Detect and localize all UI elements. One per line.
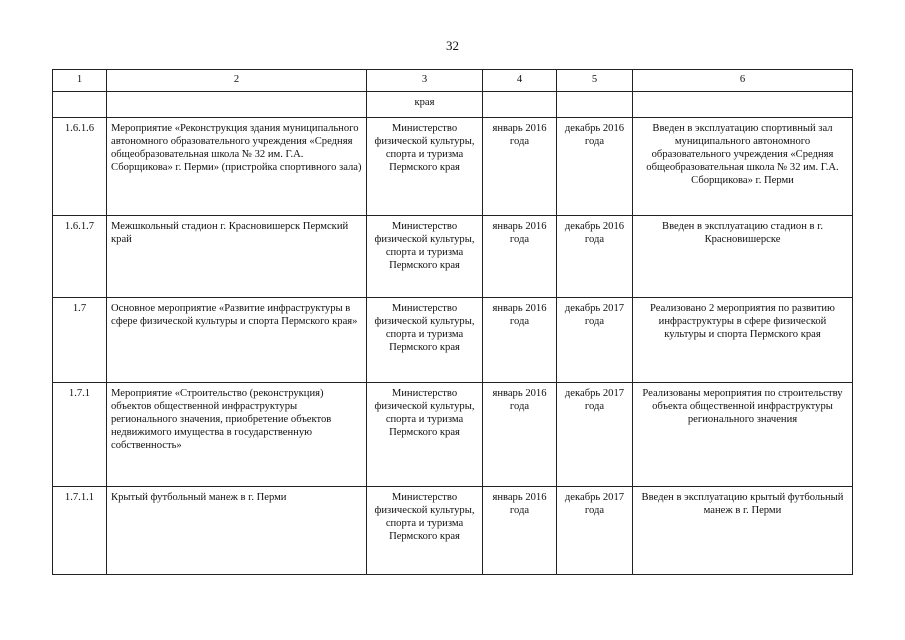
table-cell: края (367, 92, 483, 118)
start-date: январь 2016 года (483, 383, 557, 487)
row-number: 1.6.1.7 (53, 216, 107, 298)
table-cell (557, 92, 633, 118)
column-header: 4 (483, 70, 557, 92)
activity-name: Межшкольный стадион г. Красновишерск Пермский край (107, 216, 367, 298)
table-cell (107, 92, 367, 118)
start-date: январь 2016 года (483, 487, 557, 575)
row-number: 1.7.1.1 (53, 487, 107, 575)
program-table (52, 69, 853, 575)
activity-name: Мероприятие «Строительство (реконструкция) объектов общественной инфраструктуры регионального значения, приобретение объектов недвижимого имущества в государственную собственность» (107, 383, 367, 487)
end-date: декабрь 2017 года (557, 383, 633, 487)
expected-result: Реализовано 2 мероприятия по развитию инфраструктуры в сфере физической культуры и спорта Пермского края (633, 298, 853, 383)
activity-name: Основное мероприятие «Развитие инфраструктуры в сфере физической культуры и спорта Пермского края» (107, 298, 367, 383)
end-date: декабрь 2017 года (557, 487, 633, 575)
row-number: 1.6.1.6 (53, 118, 107, 216)
executor: Министерство физической культуры, спорта и туризма Пермского края (367, 118, 483, 216)
page-number: 32 (446, 38, 459, 53)
column-header: 6 (633, 70, 853, 92)
table-row (53, 118, 853, 216)
header-row (53, 70, 853, 92)
expected-result: Введен в эксплуатацию спортивный зал муниципального автономного образовательного учреждения «Средняя общеобразовательная школа № 32 им. Г.А. Сборщикова» г. Перми (633, 118, 853, 216)
activity-name: Мероприятие «Реконструкция здания муниципального автономного образовательного учреждения «Средняя общеобразовательная школа № 32 им. Г.А. Сборщикова» г. Перми» (пристройка спортивного зала) (107, 118, 367, 216)
table-cell (53, 92, 107, 118)
table-row (53, 298, 853, 383)
start-date: январь 2016 года (483, 216, 557, 298)
column-header: 2 (107, 70, 367, 92)
table-row (53, 487, 853, 575)
table-row (53, 216, 853, 298)
continuation-row (53, 92, 853, 118)
start-date: январь 2016 года (483, 298, 557, 383)
activity-name: Крытый футбольный манеж в г. Перми (107, 487, 367, 575)
end-date: декабрь 2016 года (557, 118, 633, 216)
row-number: 1.7.1 (53, 383, 107, 487)
table-cell (483, 92, 557, 118)
table-row (53, 383, 853, 487)
column-header: 3 (367, 70, 483, 92)
row-number: 1.7 (53, 298, 107, 383)
expected-result: Реализованы мероприятия по строительству объекта общественной инфраструктуры регионального значения (633, 383, 853, 487)
end-date: декабрь 2017 года (557, 298, 633, 383)
column-header: 5 (557, 70, 633, 92)
table-cell (633, 92, 853, 118)
executor: Министерство физической культуры, спорта и туризма Пермского края (367, 298, 483, 383)
column-header: 1 (53, 70, 107, 92)
expected-result: Введен в эксплуатацию крытый футбольный манеж в г. Перми (633, 487, 853, 575)
end-date: декабрь 2016 года (557, 216, 633, 298)
executor: Министерство физической культуры, спорта и туризма Пермского края (367, 487, 483, 575)
start-date: январь 2016 года (483, 118, 557, 216)
executor: Министерство физической культуры, спорта и туризма Пермского края (367, 216, 483, 298)
expected-result: Введен в эксплуатацию стадион в г. Красновишерске (633, 216, 853, 298)
executor: Министерство физической культуры, спорта и туризма Пермского края (367, 383, 483, 487)
